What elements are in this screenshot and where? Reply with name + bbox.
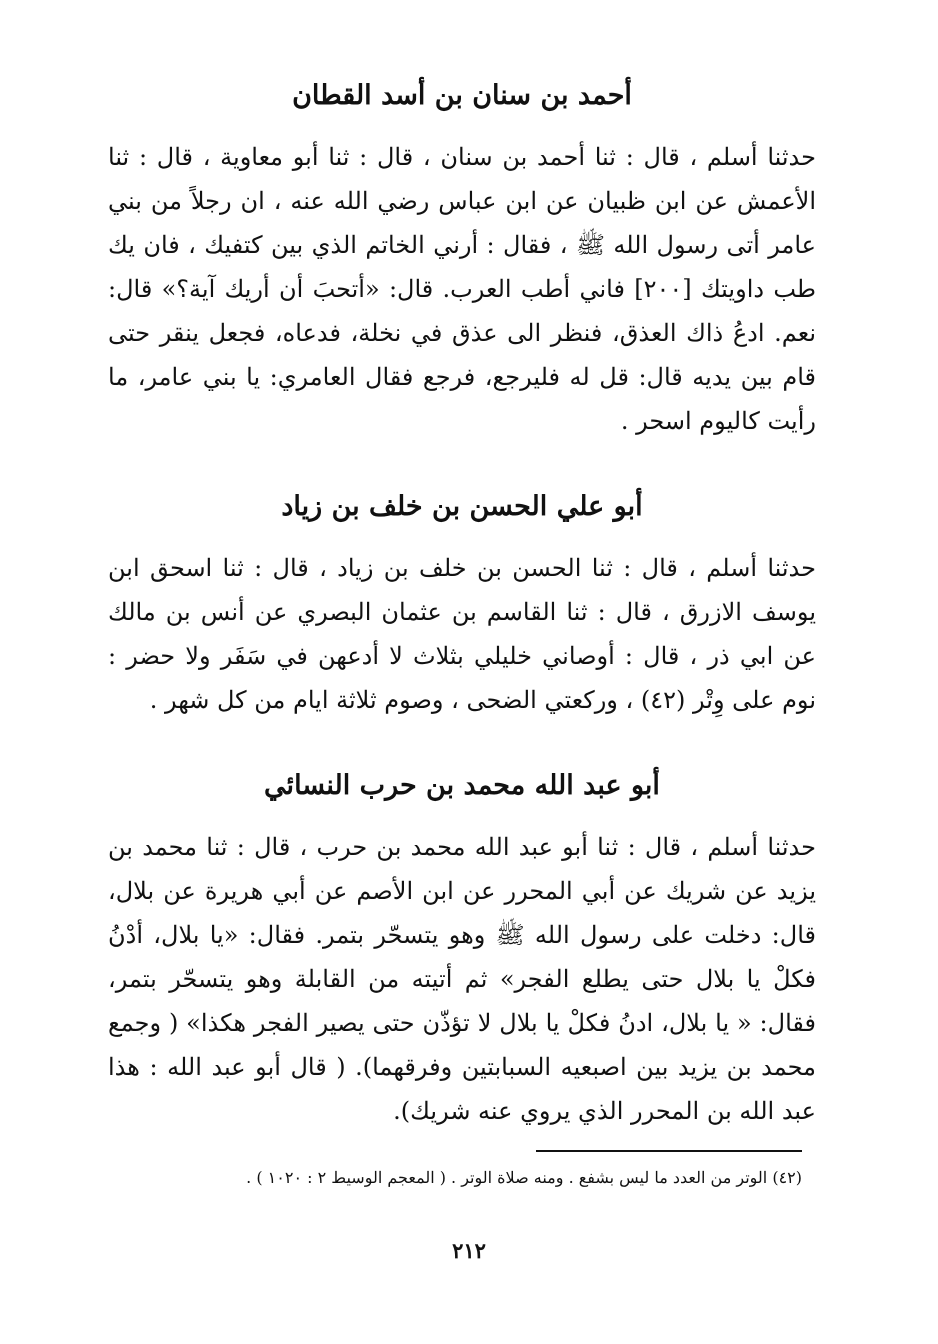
section-paragraph: حدثنا أسلم ، قال : ثنا أبو عبد الله محمد بن حرب ، قال : ثنا محمد بن يزيد عن شريك عن أبي المحرر عن ابن الأصم عن أبي هريرة عن بلال، قال: دخلت على رسول الله ﷺ وهو يتسحّر بتمر. فقال: «يا بلال، أدْنُ فكلْ يا بلال حتى يطلع الفجر» ثم أتيته من القابلة وهو يتسحّر بتمر، فقال: « يا بلال، ادنُ فكلْ يا بلال لا تؤذّن حتى يصير الفجر هكذا» ( وجمع محمد بن يزيد بين اصبعيه السبابتين وفرقهما). ( قال أبو عبد الله : هذا عبد الله بن المحرر الذي يروي عنه شريك). <box>108 833 816 1126</box>
section-paragraph: حدثنا أسلم ، قال : ثنا أحمد بن سنان ، قال : ثنا أبو معاوية ، قال : ثنا الأعمش عن ابن ظبيان عن ابن عباس رضي الله عنه ، ان رجلاً من بني عامر أتى رسول الله ﷺ ، فقال : أرني الخاتم الذي بين كتفيك ، فان يك طب داويتك [٢٠٠] فاني أطب العرب. قال: «أتحبَ أن أريك آية؟» قال: نعم. ادعُ ذاك العذق، فنظر الى عذق في نخلة، فدعاه، فجعل ينقر حتى قام بين يديه قال: قل له فليرجع، فرجع فقال العامري: يا بني عامر، ما رأيت كاليوم اسحر . <box>108 143 817 436</box>
section-title: أحمد بن سنان بن أسد القطان <box>292 80 632 111</box>
section-paragraph: حدثنا أسلم ، قال : ثنا الحسن بن خلف بن زياد ، قال : ثنا اسحق ابن يوسف الازرق ، قال : ثنا القاسم بن عثمان البصري عن أنس بن مالك عن ابي ذر ، قال : أوصاني خليلي بثلاث لا أدعهن في سَفَر ولا حضر : نوم على وِتْر (٤٢) ، وركعتي الضحى ، وصوم ثلاثة ايام من كل شهر . <box>108 554 816 715</box>
page-number: ٢١٢ <box>452 1238 486 1263</box>
section-ahmad-ibn-sinan <box>108 78 816 443</box>
section-title: أبو علي الحسن بن خلف بن زياد <box>281 491 643 523</box>
footnote: (٤٢) الوتر من العدد ما ليس بشفع . ومنه صلاة الوتر . ( المعجم الوسيط ٢ : ١٠٢٠ ) . <box>246 1168 802 1187</box>
section-al-hasan-ibn-khalaf <box>108 489 816 722</box>
footnote-divider <box>536 1150 802 1152</box>
section-muhammad-ibn-harb <box>108 768 816 1133</box>
section-title: أبو عبد الله محمد بن حرب النسائي <box>264 770 660 802</box>
